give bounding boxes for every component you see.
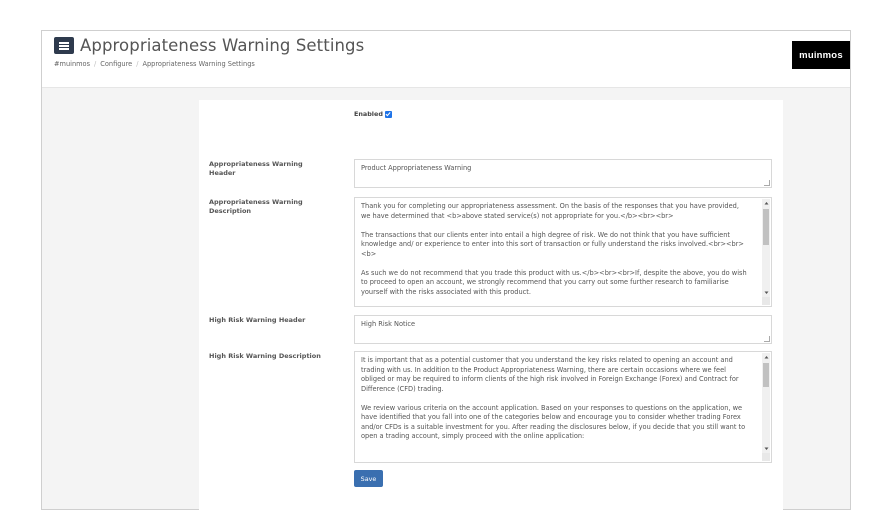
appropriateness-description-label: Appropriateness Warning Description — [209, 198, 303, 215]
chevron-down-icon[interactable] — [762, 445, 770, 453]
appropriateness-header-label: Appropriateness Warning Header — [209, 160, 303, 177]
chevron-up-icon[interactable] — [762, 199, 770, 207]
enabled-checkbox[interactable] — [385, 111, 392, 118]
chevron-up-icon[interactable] — [762, 353, 770, 361]
high-risk-header-input[interactable] — [354, 315, 772, 344]
save-button[interactable]: Save — [354, 470, 383, 487]
vertical-scrollbar[interactable] — [762, 199, 770, 297]
high-risk-description-label: High Risk Warning Description — [209, 352, 321, 360]
high-risk-header-value: High Risk Notice — [361, 320, 416, 328]
scroll-thumb[interactable] — [763, 209, 769, 245]
breadcrumb-item-home[interactable]: #muinmos — [54, 60, 91, 68]
resize-handle[interactable] — [762, 297, 770, 305]
enabled-row — [354, 110, 392, 118]
app-frame — [41, 30, 851, 510]
breadcrumb-separator: / — [94, 60, 97, 68]
check-icon — [385, 111, 391, 117]
appropriateness-description-content — [355, 198, 771, 297]
chevron-down-icon[interactable] — [762, 289, 770, 297]
paragraph: It is important that as a potential customer that you understand the key risks related to opening an account and trading with us. In addition to the Product Appropriateness Warning, there are certain occasions where we feel obliged or may be required to inform clients of the high risk involved in Foreign Exchange (Forex) and Contract for Difference (CFD) trading. — [361, 356, 739, 393]
page-title: Appropriateness Warning Settings — [80, 36, 365, 55]
paragraph: As such we do not recommend that you trade this product with us.</b><br><br>If, despite the above, you do wish to proceed to open an account, we strongly recommend that you carry out some further research to familiarise yourself with the risks associated with this product. — [361, 268, 747, 296]
breadcrumb-separator: / — [136, 60, 139, 68]
brand-logo: muinmos — [792, 41, 850, 69]
scroll-thumb[interactable] — [763, 363, 769, 387]
breadcrumb-item-configure[interactable]: Configure — [100, 60, 133, 68]
resize-handle[interactable] — [764, 180, 770, 186]
breadcrumb-item-current: Appropriateness Warning Settings — [142, 60, 255, 68]
high-risk-description-textarea[interactable] — [354, 351, 772, 463]
vertical-scrollbar[interactable] — [762, 353, 770, 453]
paragraph: The transactions that our clients enter into entail a high degree of risk. We do not think that you have sufficient knowledge and/ or experience to enter into this sort of transaction or fully understand the risks involved.<br><br><b> — [361, 230, 744, 258]
high-risk-description-content — [355, 352, 771, 442]
resize-handle[interactable] — [764, 336, 770, 342]
resize-handle[interactable] — [762, 453, 770, 461]
menu-icon — [59, 42, 69, 50]
enabled-label: Enabled — [354, 110, 383, 118]
page-header — [42, 31, 850, 88]
paragraph: We review various criteria on the account application. Based on your responses to questions on the application, we have identified that you fall into one of the categories below and encourage you to consider whether trading Forex and/or CFDs is a suitable investment for you. After reading the disclosures below, if you decide that you still want to open a trading account, simply proceed with the online application: — [361, 403, 746, 440]
settings-form — [199, 100, 783, 510]
paragraph: Thank you for completing our appropriateness assessment. On the basis of the responses that you have provided, we have determined that <b>above stated service(s) not appropriate for you.</b><br><br> — [361, 202, 739, 220]
appropriateness-description-textarea[interactable] — [354, 197, 772, 307]
breadcrumb — [54, 60, 255, 68]
appropriateness-header-value: Product Appropriateness Warning — [361, 164, 472, 172]
high-risk-header-label: High Risk Warning Header — [209, 316, 306, 324]
appropriateness-header-input[interactable] — [354, 159, 772, 188]
menu-button[interactable] — [54, 37, 74, 54]
